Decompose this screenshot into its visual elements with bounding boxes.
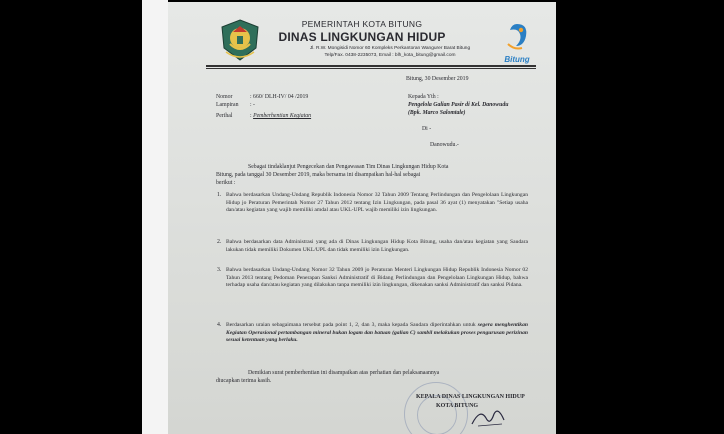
contact-line: Telp/Fax. 0438-2235073, Email : blh_kota_bitung@gmail.com [324,52,456,58]
nomor-value: : 660/ DLH-IV/ 04 /2019 [250,94,309,100]
item-number-1: 1. [217,192,222,198]
closing-line-2: diucapkan terima kasih. [216,378,272,384]
item-1-text: Bahwa berdasarkan Undang-Undang Republik Indonesia Nomor 32 Tahun 2009 Tentang Perlindungan dan Pengelolaan Lingkungan Hidup jo Peraturan Pemerintah Nomor 27 Tahun 2012 tentang Izin Lingkungan, pada pasal 36 ayat (1) menyatakan "Setiap usaha dan/atau kegiatan yang wajib memiliki amdal atau UKL-UPL wajib memiliki izin lingkungan. [226,192,528,214]
brand-wordmark: Bitung [504,55,530,64]
closing-line-1: Demikian surat pemberhentian ini disampaikan atas perhatian dan pelaksanaannya [248,370,440,376]
intro-line-2: Bitung, pada tanggal 30 Desember 2019, maka bersama ini disampaikan hal-hal sebagai [216,172,421,178]
header-rule-thick [206,65,536,67]
item-number-4: 4. [217,322,222,328]
recipient-salutation: Kepada Yth : [408,94,439,100]
right-black-border [556,0,724,434]
intro-line-3: berikut : [216,180,236,186]
signatory-title: KEPALA DINAS LINGKUNGAN HIDUP [416,394,525,400]
item-3-text: Bahwa berdasarkan Undang-Undang Nomor 32 Tahun 2009 jo Peraturan Menteri Lingkungan Hidup Republik Indonesia Nomor 02 Tahun 2013 tentang Pedoman Penerapan Sanksi Administratif di Bidang Perlindungan dan Pengelolaan Lingkungan Hidup, bahwa terhadap usaha dan/atau kegiatan yang dilakukan tanpa memiliki izin lingkungan, dikenakan sanksi Administratif dan sanksi Pidana. [226,267,528,289]
perihal-value: Pemberhentian Kegiatan [253,113,312,119]
left-black-border [0,0,142,434]
item-number-3: 3. [217,267,222,273]
address-line: Jl. R.W. Mongisidi Nomor 60 Kompleks Perkantoran Wangurer Barat Bitung [309,46,471,51]
perihal-label: Perihal [216,113,233,119]
intro-line-1: Sebagai tindaklanjut Pengecekan dan Pengawasan Tim Dinas Lingkungan Hidup Kota [248,164,449,170]
recipient-person: (Bpk. Marco Salomtale) [408,110,466,116]
handwritten-signature [468,404,508,430]
item-4-directive: segera menghentikan Kegiatan Operasional pertambangan mineral bukan logam dan batuan (galian C) sambil melakukan proses pengurusan perizinan sesuai ketentuan yang berlaku. [226,322,528,344]
fish-icon [498,20,536,52]
item-4-intro: Berdasarkan uraian sebagaimana tersebut pada point 1, 2, dan 3, maka kepada Saudara diperintahkan untuk [226,322,476,328]
item-4-text [226,322,528,345]
header-rule-thin [206,68,536,69]
left-margin [142,0,168,434]
signatory-city: KOTA BITUNG [436,403,479,409]
recipient-name: Pengelola Galian Pasir di Kel. Danowudu [408,102,509,108]
bitung-brand-logo [498,20,536,64]
item-2-text: Bahwa berdasarkan data Administrasi yang ada di Dinas Lingkungan Hidup Kota Bitung, usaha dan/atau kegiatan yang Saudara lakukan tidak memiliki Dokumen UKL/UPL dan tidak memiliki izin Lingkungan. [226,239,528,253]
agency-address [270,46,510,59]
lampiran-label: Lampiran [216,102,239,108]
letter-document: PEMERINTAH KOTA BITUNG DINAS LINGKUNGAN HIDUP Jl. R.W. Mongisidi Nomor 60 Kompleks Perkantoran Wangurer Barat Bitung Telp/Fax. 0438-2235073, Email : blh_kota_bitung@gmail.com Bitung Bitung, 30 Desember 2019 Nomor : 660/ DLH-IV/ 04 /2019 Lampiran : - Perihal : Pemberhentian Kegiatan Kepada Yth : Pengelola Galian Pasir di Kel. Danowudu (Bpk. Marco Salomtale) Di - Danowudu.- Sebagai tindaklanjut Pengecekan dan Pengawasan Tim Dinas Lingkungan Hidup Kota Bitung, pada tanggal 30 Desember 2019, maka bersama ini disampaikan hal-hal sebagai berikut : 1. Bahwa berdasarkan Undang-Undang Republik Indonesia Nomor 32 Tahun 2009 Tentang Perlindungan dan Pengelolaan Lingkungan Hidup jo Peraturan Pemerintah Nomor 27 Tahun 2012 tentang Izin Lingkungan, pada pasal 36 ayat (1) menyatakan "Setiap usaha dan/atau kegiatan yang wajib memiliki amdal atau UKL-UPL wajib memiliki izin lingkungan. 2. Bahwa berdasarkan data Administrasi yang ada di Dinas Lingkungan Hidup Kota Bitung, usaha dan/atau kegiatan yang Saudara lakukan tidak memiliki Dokumen UKL/UPL dan tidak memiliki izin Lingkungan. 3. Bahwa berdasarkan Undang-Undang Nomor 32 Tahun 2009 jo Peraturan Menteri Lingkungan Hidup Republik Indonesia Nomor 02 Tahun 2013 tentang Pedoman Penerapan Sanksi Administratif di Bidang Perlindungan dan Pengelolaan Lingkungan Hidup, bahwa terhadap usaha dan/atau kegiatan yang dilakukan tanpa memiliki izin lingkungan, dikenakan sanksi Administratif dan sanksi Pidana. 4. Berdasarkan uraian sebagaimana tersebut pada point 1, 2, dan 3, maka kepada Saudara diperintahkan untuk segera menghentikan Kegiatan Operasional pertambangan mineral bukan logam dan batuan (galian C) sambil melakukan proses pengurusan perizinan sesuai ketentuan yang berlaku. Demikian surat pemberhentian ini disampaikan atas perhatian dan pelaksanaannya diucapkan terima kasih. KEPALA DINAS LINGKUNGAN HIDUP KOTA BITUNG [168,2,556,434]
recipient-di: Di - [422,126,432,132]
lampiran-value: : - [250,102,255,108]
letter-date: Bitung, 30 Desember 2019 [406,76,469,82]
government-name: PEMERINTAH KOTA BITUNG [301,19,423,29]
agency-name: DINAS LINGKUNGAN HIDUP [278,30,446,44]
recipient-place: Danowudu.- [430,142,459,148]
item-number-2: 2. [217,239,222,245]
nomor-label: Nomor [216,94,233,100]
